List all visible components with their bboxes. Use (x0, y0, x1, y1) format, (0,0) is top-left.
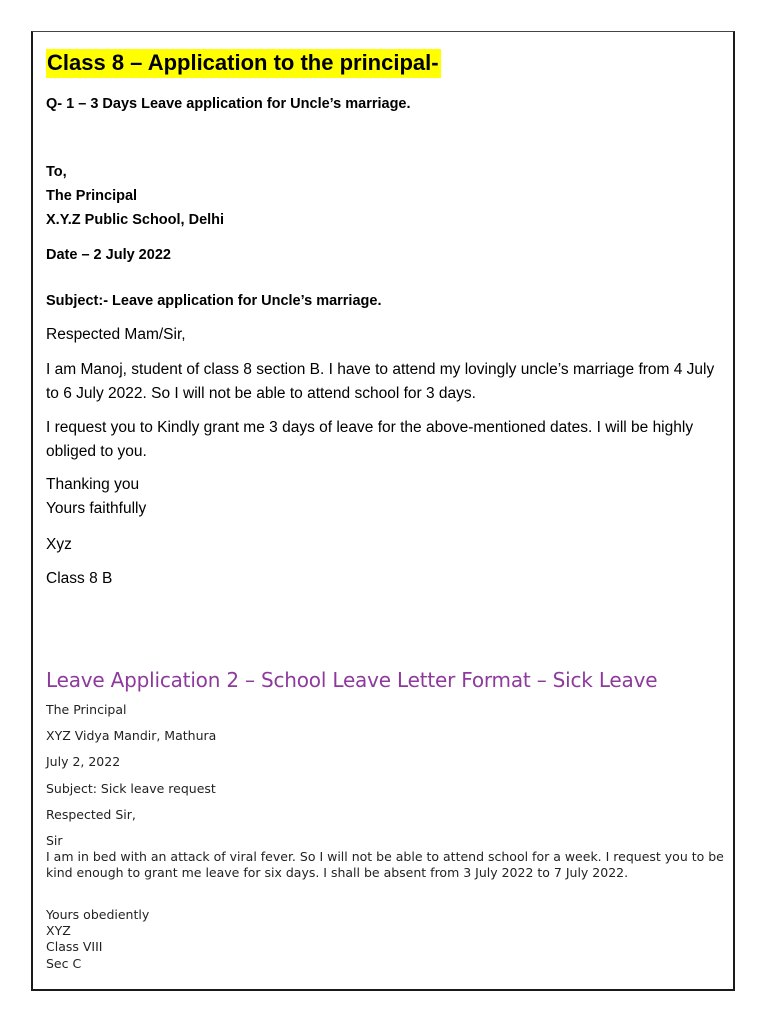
letter1-question: Q- 1 – 3 Days Leave application for Uncle’s marriage. (46, 96, 411, 112)
letter2-subject: Subject: Sick leave request (46, 781, 216, 796)
letter2-name: XYZ (46, 923, 71, 938)
letter1-to: To, (46, 164, 67, 180)
letter1-title: Class 8 – Application to the principal- (46, 49, 441, 78)
letter2-sir: Sir (46, 833, 63, 848)
letter1-class: Class 8 B (46, 570, 113, 587)
letter1-body-para1: I am Manoj, student of class 8 section B. I have to attend my lovingly uncle’s marriage from 4 July to 6 July 2022. So I will not be able to attend school for 3 days. (46, 361, 715, 402)
letter1-thanks: Thanking you (46, 476, 140, 493)
letter2-closing: Yours obediently (46, 907, 150, 922)
letter2-section: Sec C (46, 956, 82, 971)
letter2-recipient: The Principal (46, 702, 127, 717)
letter1-salutation: Respected Mam/Sir, (46, 326, 186, 343)
letter1-name: Xyz (46, 536, 72, 553)
letter1-closing: Yours faithfully (46, 500, 147, 517)
letter1-recipient: The Principal (46, 188, 138, 204)
letter2-salutation: Respected Sir, (46, 807, 136, 822)
letter2-class: Class VIII (46, 939, 103, 954)
document-page (31, 31, 735, 991)
letter2-body: I am in bed with an attack of viral fever. So I will not be able to attend school for a week. I request you to be kind enough to grant me leave for six days. I shall be absent from 3 July 2022 to 7 July 2022. (46, 849, 724, 880)
letter1-date: Date – 2 July 2022 (46, 247, 171, 263)
letter2-school: XYZ Vidya Mandir, Mathura (46, 728, 217, 743)
letter1-subject: Subject:- Leave application for Uncle’s marriage. (46, 293, 382, 309)
letter2-title: Leave Application 2 – School Leave Letter Format – Sick Leave (46, 668, 658, 692)
letter1-school: X.Y.Z Public School, Delhi (46, 212, 225, 228)
letter2-date: July 2, 2022 (46, 754, 121, 769)
letter1-body-para2: I request you to Kindly grant me 3 days of leave for the above-mentioned dates. I will be highly obliged to you. (46, 419, 694, 460)
